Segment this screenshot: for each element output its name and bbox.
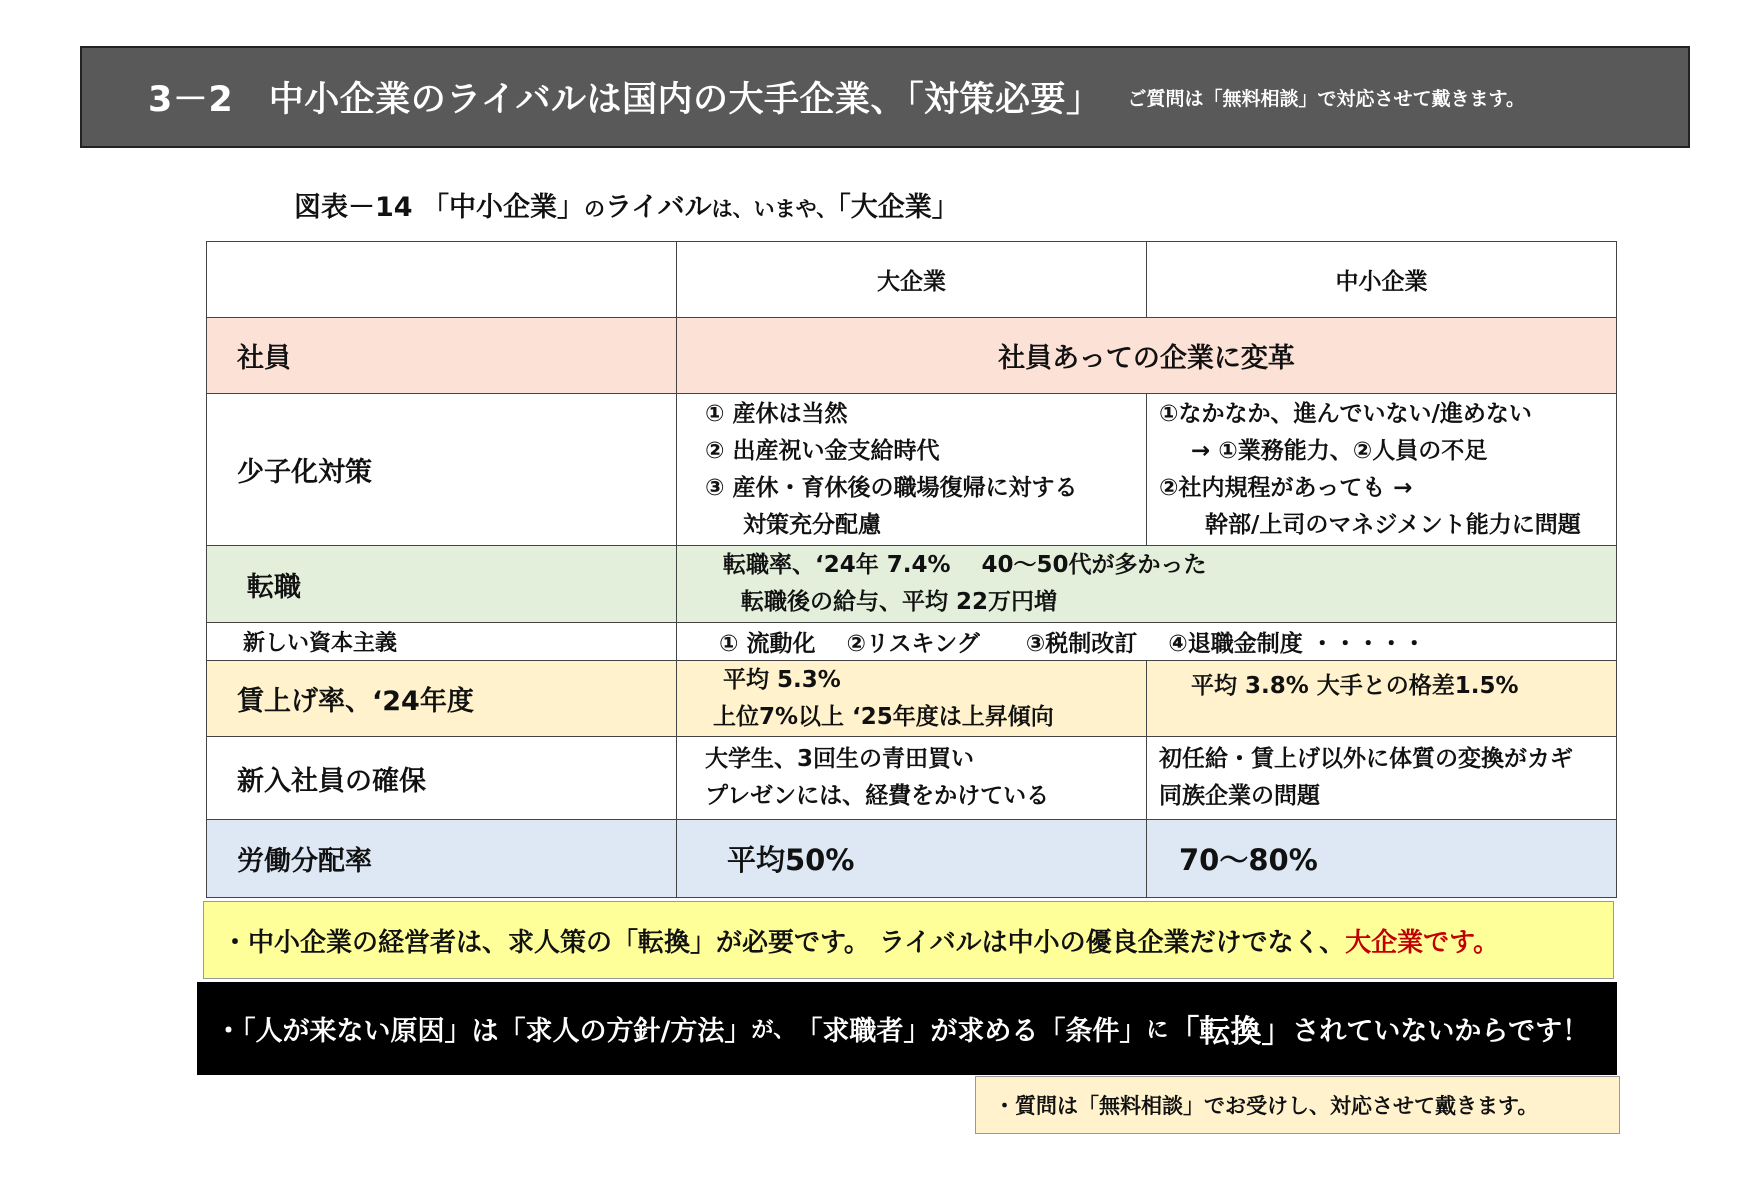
- sme-cell: 70～80%: [1147, 820, 1617, 898]
- header-cell-empty: [207, 242, 677, 318]
- cell-line: → ①業務能力、②人員の不足: [1191, 437, 1488, 464]
- cell-line: 平均 5.3%: [723, 666, 841, 693]
- table-row-job-change: [207, 546, 1617, 623]
- merged-cell: ① 流動化 ②リスキング ③税制改訂 ④退職金制度 ・・・・・: [677, 623, 1617, 661]
- row-label: 新しい資本主義: [207, 623, 677, 661]
- conclusion-highlight: 大企業です。: [1345, 927, 1500, 958]
- caption-part: 「大企業」: [837, 192, 959, 223]
- row-label: 新入社員の確保: [207, 737, 677, 820]
- title-banner: [80, 46, 1690, 148]
- comparison-table: [206, 241, 1617, 898]
- cell-line: ①なかなか、進んでいない/進めない: [1159, 400, 1532, 427]
- merged-cell: [677, 546, 1617, 623]
- cause-part: されていないからです！: [1292, 1016, 1590, 1047]
- cell-line: 幹部/上司のマネジメント能力に問題: [1205, 511, 1581, 538]
- page-title: 3－2 中小企業のライバルは国内の大手企業、「対策必要」: [148, 80, 1102, 120]
- merged-cell: 社員あっての企業に変革: [677, 318, 1617, 394]
- contact-note: ・質問は「無料相談」でお受けし、対応させて戴きます。: [994, 1094, 1539, 1118]
- row-label: 転職: [207, 546, 677, 623]
- cell-line: 同族企業の問題: [1159, 783, 1320, 809]
- caption-part: は、いまや、: [711, 197, 838, 221]
- consultation-note: ご質問は「無料相談」で対応させて戴きます。: [1127, 87, 1525, 110]
- cause-part: 「求職者」が求める「条件」: [795, 1016, 1147, 1047]
- row-label: 労働分配率: [207, 820, 677, 898]
- caption-part: 図表－14 「中小企業」: [294, 192, 584, 223]
- large-company-cell: [677, 394, 1147, 546]
- cell-line: 対策充分配慮: [743, 511, 881, 538]
- large-company-cell: 平均50%: [677, 820, 1147, 898]
- row-label: 社員: [207, 318, 677, 394]
- cell-line: 大学生、3回生の青田買い: [705, 746, 975, 772]
- large-company-cell: [677, 661, 1147, 737]
- conclusion-box: [203, 901, 1614, 979]
- cell-line: 転職率、‘24年 7.4% 40～50代が多かった: [723, 552, 1207, 578]
- table-row-wage-increase: [207, 661, 1617, 737]
- cause-part: に: [1146, 1018, 1169, 1043]
- conclusion-text: ・中小企業の経営者は、求人策の「転換」が必要です。 ライバルは中小の優良企業だけでなく、: [222, 927, 1346, 958]
- cell-line: プレゼンには、経費をかけている: [705, 783, 1050, 809]
- cell-line: ① 産休は当然: [705, 400, 848, 427]
- cell-line: 上位7%以上 ‘25年度は上昇傾向: [713, 703, 1054, 730]
- large-company-cell: [677, 737, 1147, 820]
- cause-emphasis: 「転換」: [1168, 1014, 1293, 1050]
- table-row-new-hires: [207, 737, 1617, 820]
- sme-cell: 平均 3.8% 大手との格差1.5%: [1147, 661, 1617, 737]
- table-header-row: [207, 242, 1617, 318]
- figure-caption: [294, 185, 959, 224]
- table-row-labor-share: [207, 820, 1617, 898]
- caption-part: ライバル: [604, 192, 712, 223]
- table-row-birthrate: [207, 394, 1617, 546]
- table-row-new-capitalism: [207, 623, 1617, 661]
- row-label: 少子化対策: [207, 394, 677, 546]
- header-cell-sme: 中小企業: [1147, 242, 1617, 318]
- caption-part: の: [583, 197, 605, 221]
- cell-line: 初任給・賃上げ以外に体質の変換がカギ: [1159, 746, 1573, 772]
- cell-line: ②社内規程があっても →: [1159, 474, 1413, 501]
- cause-part: が、: [751, 1018, 796, 1043]
- cell-line: ③ 産休・育休後の職場復帰に対する: [705, 474, 1078, 501]
- row-label: 賃上げ率、‘24年度: [207, 661, 677, 737]
- cell-line: 転職後の給与、平均 22万円増: [741, 589, 1058, 615]
- cause-part: ・「人が来ない原因」は「求人の方針/方法」: [215, 1016, 752, 1047]
- header-cell-large-company: 大企業: [677, 242, 1147, 318]
- sme-cell: [1147, 394, 1617, 546]
- sme-cell: [1147, 737, 1617, 820]
- contact-note-box: [975, 1076, 1620, 1134]
- cause-box: [197, 982, 1617, 1075]
- table-row-employees: [207, 318, 1617, 394]
- cell-line: ② 出産祝い金支給時代: [705, 437, 940, 464]
